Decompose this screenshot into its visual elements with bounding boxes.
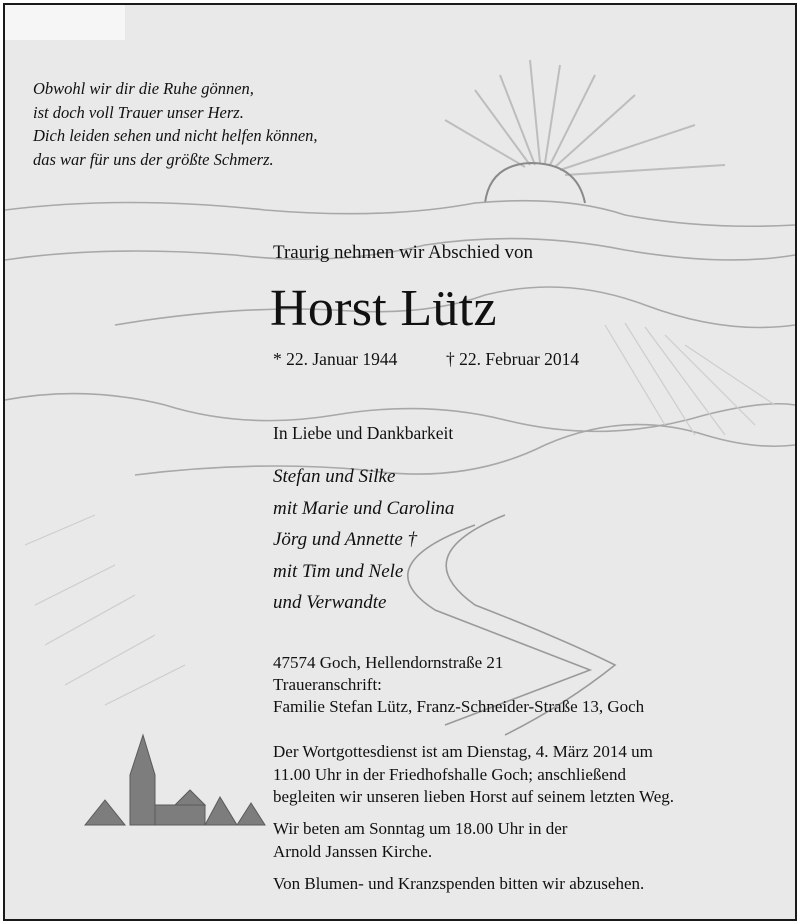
death-date: † 22. Februar 2014: [446, 349, 580, 369]
service-info: [273, 741, 674, 809]
address-block: [273, 652, 644, 718]
service-line: Der Wortgottesdienst ist am Dienstag, 4. März 2014 um: [273, 742, 653, 761]
obituary-notice: [3, 3, 797, 921]
deceased-name: Horst Lütz: [270, 280, 497, 337]
mourner-line: und Verwandte: [273, 592, 387, 613]
prayer-info: [273, 818, 567, 863]
poem-line: ist doch voll Trauer unser Herz.: [33, 102, 244, 122]
farewell-intro: Traurig nehmen wir Abschied von: [273, 242, 533, 263]
birth-date: * 22. Januar 1944: [273, 349, 398, 369]
mourning-address-label: Traueranschrift:: [273, 675, 382, 694]
gratitude-line: In Liebe und Dankbarkeit: [273, 423, 454, 443]
home-address: 47574 Goch, Hellendornstraße 21: [273, 653, 504, 672]
prayer-line: Arnold Janssen Kirche.: [273, 841, 433, 861]
service-line: 11.00 Uhr in der Friedhofshalle Goch; anschließend: [273, 764, 626, 784]
poem-line: das war für uns der größte Schmerz.: [33, 149, 274, 169]
mourners-list: [273, 461, 454, 619]
flowers-note: Von Blumen- und Kranzspenden bitten wir abzusehen.: [273, 874, 645, 893]
sun-rays: [445, 60, 725, 175]
sun: [485, 163, 585, 203]
poem-line: Dich leiden sehen und nicht helfen können,: [33, 126, 318, 145]
prayer-line: Wir beten am Sonntag um 18.00 Uhr in der: [273, 819, 568, 838]
poem-line: Obwohl wir dir die Ruhe gönnen,: [33, 79, 254, 98]
memorial-poem: [33, 77, 453, 171]
paper-highlight: [5, 5, 125, 40]
mourner-line: mit Marie und Carolina: [273, 497, 455, 519]
mourner-line: Jörg und Annette †: [273, 529, 418, 550]
mourner-line: Stefan und Silke: [273, 466, 396, 487]
service-line: begleiten wir unseren lieben Horst auf seinem letzten Weg.: [273, 787, 674, 806]
mourning-address: Familie Stefan Lütz, Franz-Schneider-Straße 13, Goch: [273, 697, 645, 716]
mourner-line: mit Tim und Nele: [273, 560, 404, 582]
church-silhouette: [85, 735, 265, 825]
